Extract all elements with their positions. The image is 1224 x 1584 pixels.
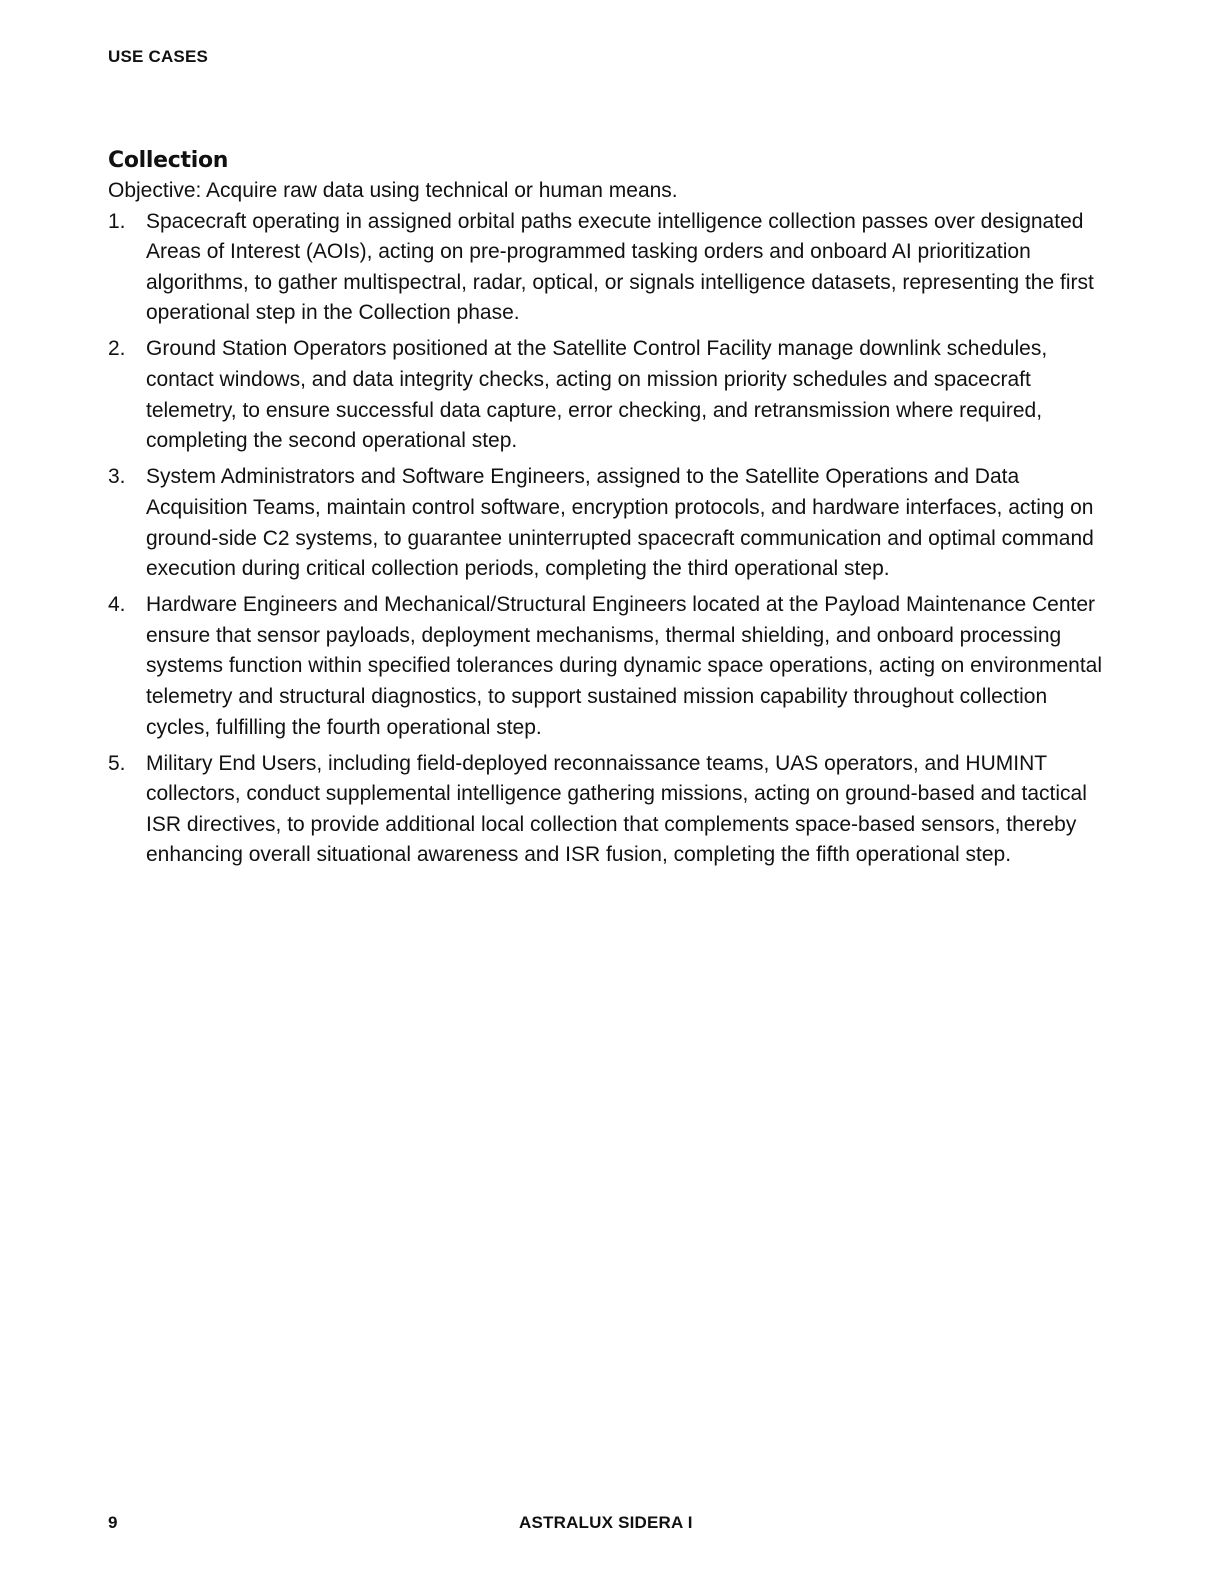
step-text: Military End Users, including field-deployed reconnaissance teams, UAS operators, and HUMINT collectors, conduct supplemental intelligence gathering missions, acting on ground-based and tactical ISR directives, to provide additional local collection that complements space-based sensors, thereby enhancing overall situational awareness and ISR fusion, completing the fifth operational step. [146,751,1087,867]
page-number: 9 [108,1513,118,1532]
step-text: Ground Station Operators positioned at the Satellite Control Facility manage downlink schedules, contact windows, and data integrity checks, acting on mission priority schedules and spacecraft telemetry, to ensure successful data capture, error checking, and retransmission where required, completing the second operational step. [146,337,1048,453]
document-title: ASTRALUX SIDERA I [519,1513,693,1532]
list-item [108,462,1108,584]
main-content [108,146,1108,877]
list-item [108,334,1108,456]
list-item [108,207,1108,329]
steps-list [108,207,1108,871]
step-number: 5. [108,751,126,775]
step-number: 1. [108,209,126,233]
step-text: Spacecraft operating in assigned orbital paths execute intelligence collection passes over designated Areas of Interest (AOIs), acting on pre-programmed tasking orders and onboard AI prioritization algorithms, to gather multispectral, radar, optical, or signals intelligence datasets, representing the first operational step in the Collection phase. [146,209,1094,325]
step-text: Hardware Engineers and Mechanical/Structural Engineers located at the Payload Maintenance Center ensure that sensor payloads, deployment mechanisms, thermal shielding, and onboard processing systems function within specified tolerances during dynamic space operations, acting on environmental telemetry and structural diagnostics, to support sustained mission capability throughout collection cycles, fulfilling the fourth operational step. [146,593,1103,739]
list-item [108,749,1108,871]
step-number: 3. [108,465,126,489]
objective-text: Objective: Acquire raw data using technical or human means. [108,179,678,202]
section-title: Collection [108,148,229,173]
list-item [108,590,1108,743]
step-text: System Administrators and Software Engineers, assigned to the Satellite Operations and Data Acquisition Teams, maintain control software, encryption protocols, and hardware interfaces, acting on ground-side C2 systems, to guarantee uninterrupted spacecraft communication and optimal command execution during critical collection periods, completing the third operational step. [146,465,1094,581]
step-number: 4. [108,593,126,617]
running-header: USE CASES [108,47,209,66]
step-number: 2. [108,337,126,361]
